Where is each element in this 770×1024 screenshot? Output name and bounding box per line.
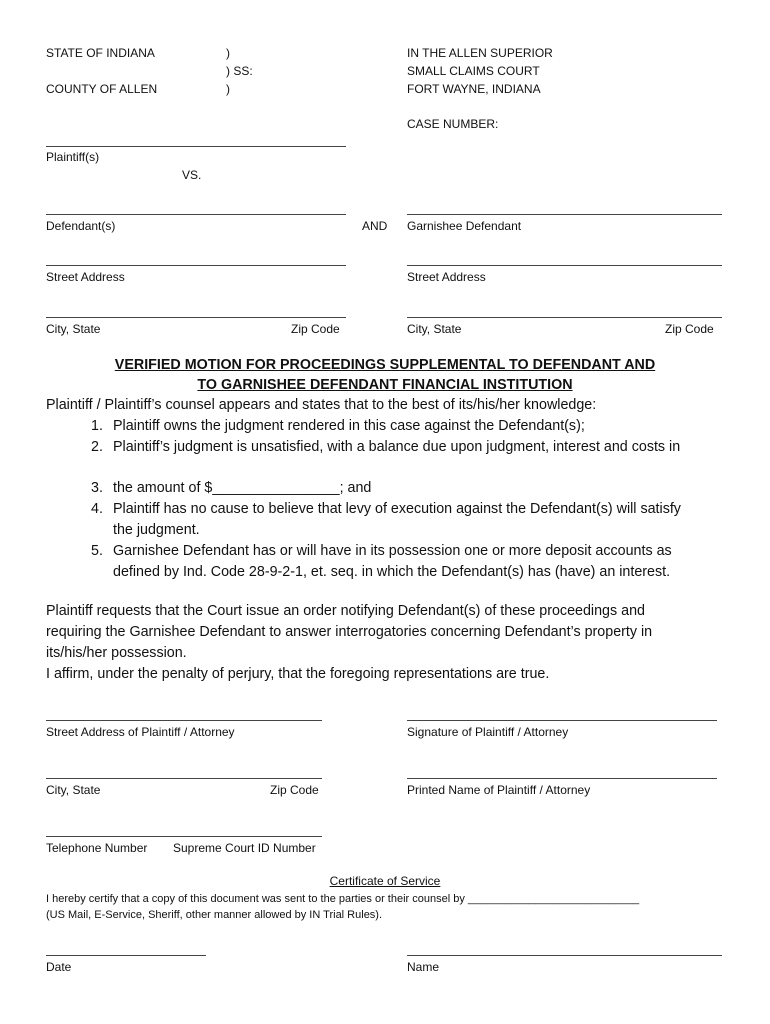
item-4-number: 4. xyxy=(91,501,103,517)
garnishee-street-label: Street Address xyxy=(407,270,486,284)
plaintiff-street-label: Street Address of Plaintiff / Attorney xyxy=(46,725,235,739)
plaintiff-city-line[interactable] xyxy=(46,778,322,779)
garnishee-city-label: City, State xyxy=(407,322,462,336)
certificate-title: Certificate of Service xyxy=(329,874,441,888)
supreme-court-id-label: Supreme Court ID Number xyxy=(173,841,316,855)
certificate-text-line1: I hereby certify that a copy of this document was sent to the parties or their counsel by ____________________________ xyxy=(46,893,640,905)
motion-title-line1: VERIFIED MOTION FOR PROCEEDINGS SUPPLEMENTAL TO DEFENDANT AND xyxy=(114,357,656,373)
plaintiff-line[interactable] xyxy=(46,146,346,147)
case-number-label: CASE NUMBER: xyxy=(407,117,499,131)
vs-label: VS. xyxy=(182,168,202,182)
ss-label: ) SS: xyxy=(226,64,253,78)
state-label: STATE OF INDIANA xyxy=(46,46,155,60)
request-line2: requiring the Garnishee Defendant to answer interrogatories concerning Defendant’s property in xyxy=(46,624,653,640)
request-line3: its/his/her possession. xyxy=(46,645,187,661)
name-line[interactable] xyxy=(407,955,722,956)
item-3-text[interactable]: the amount of $________________; and xyxy=(113,480,372,496)
affirmation: I affirm, under the penalty of perjury, that the foregoing representations are true. xyxy=(46,666,550,682)
item-1-number: 1. xyxy=(91,418,103,434)
item-5-number: 5. xyxy=(91,543,103,559)
garnishee-label: Garnishee Defendant xyxy=(407,219,522,233)
date-label: Date xyxy=(46,960,72,974)
signature-line[interactable] xyxy=(407,720,717,721)
paren-3: ) xyxy=(226,82,230,96)
motion-title-line2: TO GARNISHEE DEFENDANT FINANCIAL INSTITUTION xyxy=(197,377,573,393)
defendants-label: Defendant(s) xyxy=(46,219,116,233)
defendant-zip-label: Zip Code xyxy=(291,322,340,336)
and-label: AND xyxy=(362,219,388,233)
defendant-street-label: Street Address xyxy=(46,270,125,284)
signature-label: Signature of Plaintiff / Attorney xyxy=(407,725,569,739)
telephone-line[interactable] xyxy=(46,836,322,837)
county-label: COUNTY OF ALLEN xyxy=(46,82,158,96)
item-4-text-cont: the judgment. xyxy=(113,522,200,538)
item-5-text-cont: defined by Ind. Code 28-9-2-1, et. seq. in which the Defendant(s) has (have) an interest. xyxy=(113,564,671,580)
defendant-city-line[interactable] xyxy=(46,317,346,318)
item-2-text: Plaintiff’s judgment is unsatisfied, with a balance due upon judgment, interest and costs in xyxy=(113,439,681,455)
court-name-line1: IN THE ALLEN SUPERIOR xyxy=(407,46,553,60)
plaintiff-street-line[interactable] xyxy=(46,720,322,721)
name-label: Name xyxy=(407,960,440,974)
certificate-text-line2: (US Mail, E-Service, Sheriff, other manner allowed by IN Trial Rules). xyxy=(46,909,383,921)
printed-name-line[interactable] xyxy=(407,778,717,779)
item-1-text: Plaintiff owns the judgment rendered in this case against the Defendant(s); xyxy=(113,418,585,434)
printed-name-label: Printed Name of Plaintiff / Attorney xyxy=(407,783,591,797)
garnishee-city-line[interactable] xyxy=(407,317,722,318)
motion-intro: Plaintiff / Plaintiff’s counsel appears and states that to the best of its/his/her knowledge: xyxy=(46,397,597,413)
telephone-label: Telephone Number xyxy=(46,841,148,855)
defendant-street-line[interactable] xyxy=(46,265,346,266)
plaintiff-zip-label: Zip Code xyxy=(270,783,319,797)
garnishee-zip-label: Zip Code xyxy=(665,322,714,336)
defendant-city-label: City, State xyxy=(46,322,101,336)
court-name-line2: SMALL CLAIMS COURT xyxy=(407,64,540,78)
item-5-text: Garnishee Defendant has or will have in its possession one or more deposit accounts as xyxy=(113,543,672,559)
garnishee-street-line[interactable] xyxy=(407,265,722,266)
plaintiff-city-label: City, State xyxy=(46,783,101,797)
date-line[interactable] xyxy=(46,955,206,956)
item-3-number: 3. xyxy=(91,480,103,496)
item-2-number: 2. xyxy=(91,439,103,455)
court-location: FORT WAYNE, INDIANA xyxy=(407,82,541,96)
paren-1: ) xyxy=(226,46,230,60)
item-4-text: Plaintiff has no cause to believe that levy of execution against the Defendant(s) will satisfy xyxy=(113,501,681,517)
defendant-line[interactable] xyxy=(46,214,346,215)
garnishee-line[interactable] xyxy=(407,214,722,215)
request-line1: Plaintiff requests that the Court issue an order notifying Defendant(s) of these proceedings and xyxy=(46,603,645,619)
plaintiffs-label: Plaintiff(s) xyxy=(46,150,100,164)
